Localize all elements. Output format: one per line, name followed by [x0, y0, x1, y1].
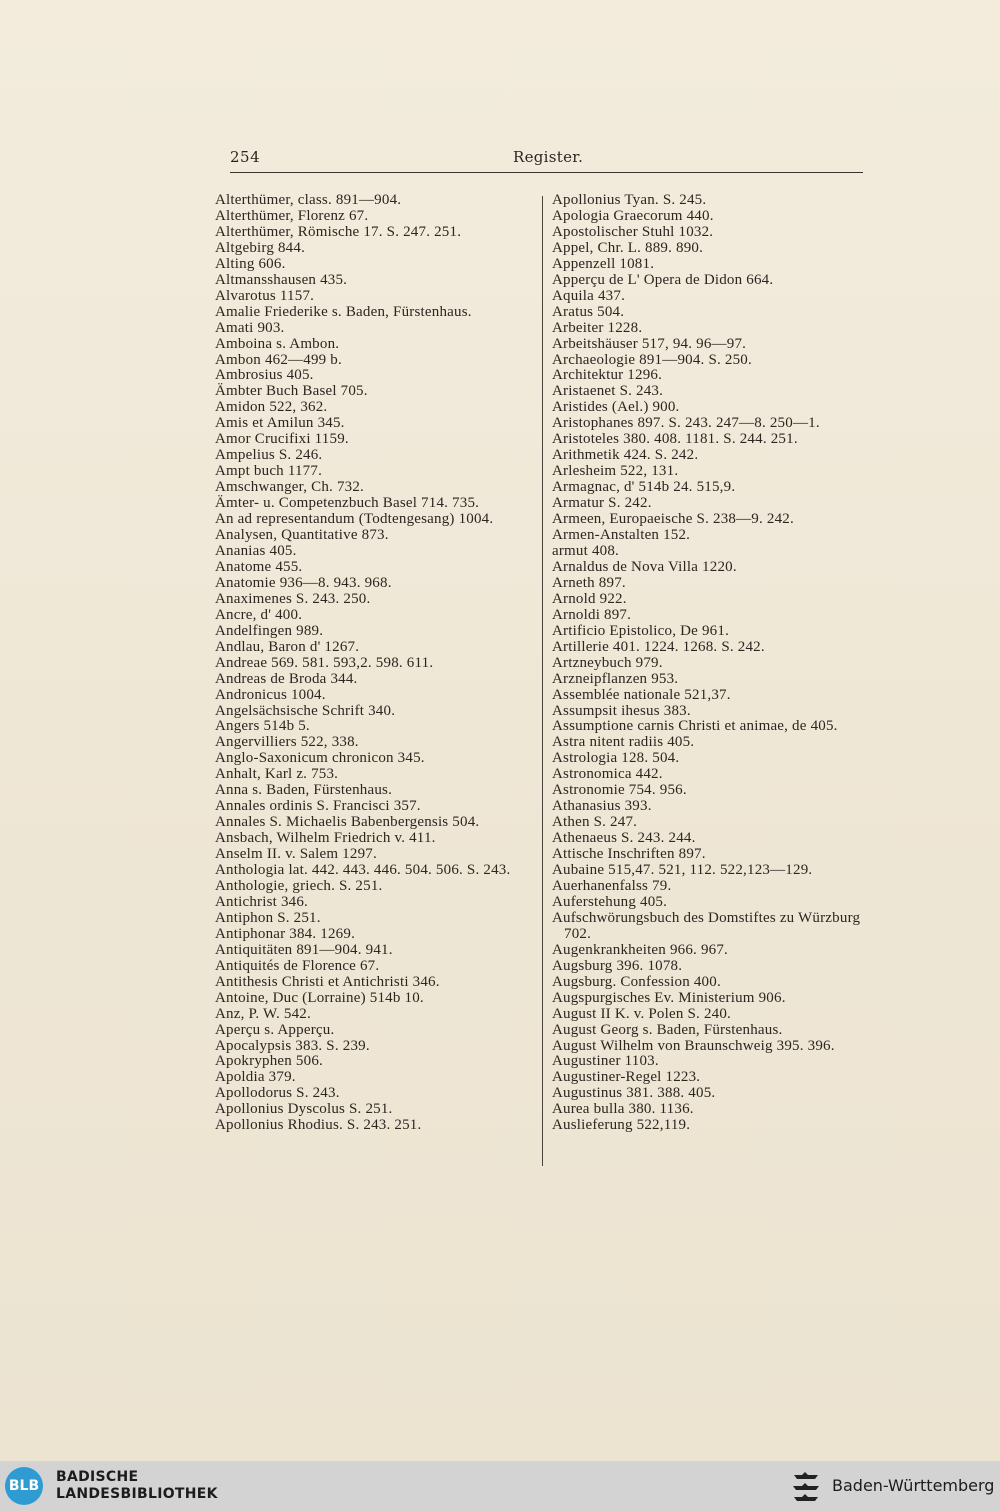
- register-entry: Amboina s. Ambon.: [215, 335, 340, 352]
- register-entry: Ämbter Buch Basel 705.: [215, 383, 368, 400]
- register-entry: Ancre, d' 400.: [215, 606, 303, 623]
- register-entry: Arnold 922.: [552, 590, 627, 607]
- register-entry: Angelsächsische Schrift 340.: [215, 702, 396, 719]
- register-entry: Antithesis Christi et Antichristi 346.: [215, 973, 440, 990]
- register-entry: Aquila 437.: [552, 287, 626, 304]
- register-entry: Armeen, Europaeische S. 238—9. 242.: [552, 511, 794, 528]
- register-entry: Ambrosius 405.: [215, 367, 314, 384]
- page-number: 254: [230, 148, 261, 166]
- register-entry: Astrologia 128. 504.: [552, 750, 680, 767]
- blb-logo-icon[interactable]: BLB: [5, 1467, 43, 1505]
- register-entry: Aristophanes 897. S. 243. 247—8. 250—1.: [552, 415, 820, 432]
- register-entry: Alterthümer, Florenz 67.: [215, 207, 369, 224]
- library-name-line1: BADISCHE: [56, 1469, 139, 1485]
- register-entry: Arneth 897.: [552, 574, 626, 591]
- register-entry: Aratus 504.: [552, 303, 625, 320]
- register-entry: Arbeiter 1228.: [552, 319, 643, 336]
- register-entry: Altgebirg 844.: [215, 239, 306, 256]
- register-entry: Assumpsit ihesus 383.: [552, 702, 691, 719]
- page-header: [230, 146, 863, 173]
- register-entry: Apollonius Tyan. S. 245.: [552, 192, 707, 208]
- footer-bar: [0, 1461, 1000, 1511]
- register-entry: Ansbach, Wilhelm Friedrich v. 411.: [215, 830, 436, 847]
- library-name-line2: LANDESBIBLIOTHEK: [56, 1486, 218, 1502]
- register-entry: Amis et Amilun 345.: [215, 415, 345, 432]
- register-entry: Artillerie 401. 1224. 1268. S. 242.: [552, 638, 765, 655]
- register-entry: Augsburg. Confession 400.: [552, 973, 721, 990]
- register-entry: Alting 606.: [215, 255, 286, 272]
- register-entry: Antiquitäten 891—904. 941.: [215, 941, 393, 958]
- register-entry: Armen-Anstalten 152.: [552, 527, 691, 544]
- register-entry: An ad representandum (Todtengesang) 1004.: [215, 511, 494, 528]
- register-entry: Apologia Graecorum 440.: [552, 207, 714, 224]
- register-entry: Assumptione carnis Christi et animae, de 405.: [552, 718, 838, 735]
- register-entry: Anaximenes S. 243. 250.: [215, 590, 371, 607]
- register-entry: Aristaenet S. 243.: [552, 383, 664, 400]
- register-entry: Anatome 455.: [215, 558, 303, 575]
- register-entry: Annales S. Michaelis Babenbergensis 504.: [215, 814, 480, 831]
- register-entry: Arnaldus de Nova Villa 1220.: [552, 558, 737, 575]
- register-entry: Annales ordinis S. Francisci 357.: [215, 798, 421, 815]
- register-entry: Augspurgisches Ev. Ministerium 906.: [552, 989, 786, 1006]
- register-entry: Aubaine 515,47. 521, 112. 522,123—129.: [552, 862, 813, 879]
- register-entry: Anselm II. v. Salem 1297.: [215, 846, 377, 863]
- register-entry: Ampelius S. 246.: [215, 447, 323, 464]
- register-entry: Andreas de Broda 344.: [215, 670, 358, 687]
- register-entry: Appenzell 1081.: [552, 255, 655, 272]
- register-entry: Armagnac, d' 514b 24. 515,9.: [552, 479, 736, 496]
- register-entry: Arithmetik 424. S. 242.: [552, 447, 699, 464]
- register-entry: Aufschwörungsbuch des Domstiftes zu Würzburg 702.: [552, 909, 865, 942]
- register-entry: Augenkrankheiten 966. 967.: [552, 941, 728, 958]
- register-entry: Amati 903.: [215, 319, 285, 336]
- register-entry: Armatur S. 242.: [552, 495, 652, 512]
- register-entry: Anna s. Baden, Fürstenhaus.: [215, 782, 393, 799]
- running-title: Register.: [513, 148, 584, 166]
- register-entry: Arbeitshäuser 517, 94. 96—97.: [552, 335, 747, 352]
- register-entry: Amidon 522, 362.: [215, 399, 328, 416]
- register-entry: Anglo-Saxonicum chronicon 345.: [215, 750, 425, 767]
- register-entry: Architektur 1296.: [552, 367, 663, 384]
- register-entry: August Georg s. Baden, Fürstenhaus.: [552, 1021, 783, 1038]
- register-entry: Apocalypsis 383. S. 239.: [215, 1037, 370, 1054]
- register-entry: Astra nitent radiis 405.: [552, 734, 695, 751]
- register-entry: Altmansshausen 435.: [215, 271, 348, 288]
- register-entry: Astronomie 754. 956.: [552, 782, 687, 799]
- register-entry: Artzneybuch 979.: [552, 654, 663, 671]
- column-divider: [542, 196, 543, 1166]
- register-entry: Aurea bulla 380. 1136.: [552, 1101, 694, 1118]
- register-entry: Anatomie 936—8. 943. 968.: [215, 574, 392, 591]
- register-entry: Ananias 405.: [215, 542, 297, 559]
- register-entry: Augustiner 1103.: [552, 1053, 659, 1070]
- register-entry: Astronomica 442.: [552, 766, 663, 783]
- register-entry: Auslieferung 522,119.: [552, 1117, 691, 1134]
- register-entry: Arzneipflanzen 953.: [552, 670, 679, 687]
- register-entry: Angers 514b 5.: [215, 718, 310, 735]
- register-entry: Andronicus 1004.: [215, 686, 326, 703]
- register-entry: Anhalt, Karl z. 753.: [215, 766, 339, 783]
- register-entry: Attische Inschriften 897.: [552, 846, 706, 863]
- register-entry: Auferstehung 405.: [552, 893, 668, 910]
- register-entry: Arlesheim 522, 131.: [552, 463, 679, 480]
- register-entry: Alvarotus 1157.: [215, 287, 315, 304]
- register-entry: Anthologie, griech. S. 251.: [215, 877, 383, 894]
- register-entry: Angervilliers 522, 338.: [215, 734, 359, 751]
- state-name[interactable]: Baden-Württemberg: [832, 1476, 995, 1495]
- register-entry: Ämter- u. Competenzbuch Basel 714. 735.: [215, 495, 480, 512]
- register-entry: Amalie Friederike s. Baden, Fürstenhaus.: [215, 303, 472, 320]
- register-entry: Auerhanenfalss 79.: [552, 877, 672, 894]
- register-entry: Augustinus 381. 388. 405.: [552, 1085, 716, 1102]
- register-entry: Appel, Chr. L. 889. 890.: [552, 239, 704, 256]
- register-entry: Apoldia 379.: [215, 1069, 296, 1086]
- register-entry: Apostolischer Stuhl 1032.: [552, 223, 714, 240]
- register-entry: Aperçu s. Apperçu.: [215, 1021, 335, 1038]
- register-entry: Ampt buch 1177.: [215, 463, 323, 480]
- register-entry: Athanasius 393.: [552, 798, 652, 815]
- register-entry: Assemblée nationale 521,37.: [552, 686, 731, 703]
- register-entry: Apokryphen 506.: [215, 1053, 323, 1070]
- register-entry: Antichrist 346.: [215, 893, 308, 910]
- register-entry: Aristides (Ael.) 900.: [552, 399, 680, 416]
- register-entry: Augsburg 396. 1078.: [552, 957, 683, 974]
- register-entry: Andreae 569. 581. 593,2. 598. 611.: [215, 654, 434, 671]
- register-entry: Aristoteles 380. 408. 1181. S. 244. 251.: [552, 431, 798, 448]
- register-entry: armut 408.: [552, 542, 619, 559]
- register-entry: Alterthümer, Römische 17. S. 247. 251.: [215, 223, 462, 240]
- register-entry: Anthologia lat. 442. 443. 446. 504. 506. S. 243.: [215, 862, 511, 879]
- register-entry: Anz, P. W. 542.: [215, 1005, 311, 1022]
- register-entry: Andlau, Baron d' 1267.: [215, 638, 360, 655]
- register-entry: Amor Crucifixi 1159.: [215, 431, 349, 448]
- register-entry: Alterthümer, class. 891—904.: [215, 192, 402, 208]
- register-entry: Artificio Epistolico, De 961.: [552, 622, 730, 639]
- register-entry: Arnoldi 897.: [552, 606, 632, 623]
- register-entry: Archaeologie 891—904. S. 250.: [552, 351, 752, 368]
- register-column-left: [215, 193, 530, 1134]
- register-entry: Analysen, Quantitative 873.: [215, 527, 389, 544]
- register-entry: Athen S. 247.: [552, 814, 638, 831]
- register-entry: Antiphonar 384. 1269.: [215, 925, 356, 942]
- register-entry: Apollonius Dyscolus S. 251.: [215, 1101, 393, 1118]
- register-entry: Amschwanger, Ch. 732.: [215, 479, 364, 496]
- register-entry: Antiphon S. 251.: [215, 909, 321, 926]
- register-entry: Antoine, Duc (Lorraine) 514b 10.: [215, 989, 424, 1006]
- register-entry: Athenaeus S. 243. 244.: [552, 830, 696, 847]
- library-name[interactable]: [56, 1469, 218, 1503]
- register-entry: Apperçu de L' Opera de Didon 664.: [552, 271, 774, 288]
- register-entry: August Wilhelm von Braunschweig 395. 396.: [552, 1037, 835, 1054]
- register-entry: Ambon 462—499 b.: [215, 351, 342, 368]
- register-column-right: [552, 193, 872, 1134]
- register-entry: Apollodorus S. 243.: [215, 1085, 340, 1102]
- register-entry: August II K. v. Polen S. 240.: [552, 1005, 731, 1022]
- state-lions-icon: [790, 1469, 824, 1505]
- register-entry: Augustiner-Regel 1223.: [552, 1069, 701, 1086]
- register-entry: Andelfingen 989.: [215, 622, 324, 639]
- register-entry: Antiquités de Florence 67.: [215, 957, 380, 974]
- register-entry: Apollonius Rhodius. S. 243. 251.: [215, 1117, 422, 1134]
